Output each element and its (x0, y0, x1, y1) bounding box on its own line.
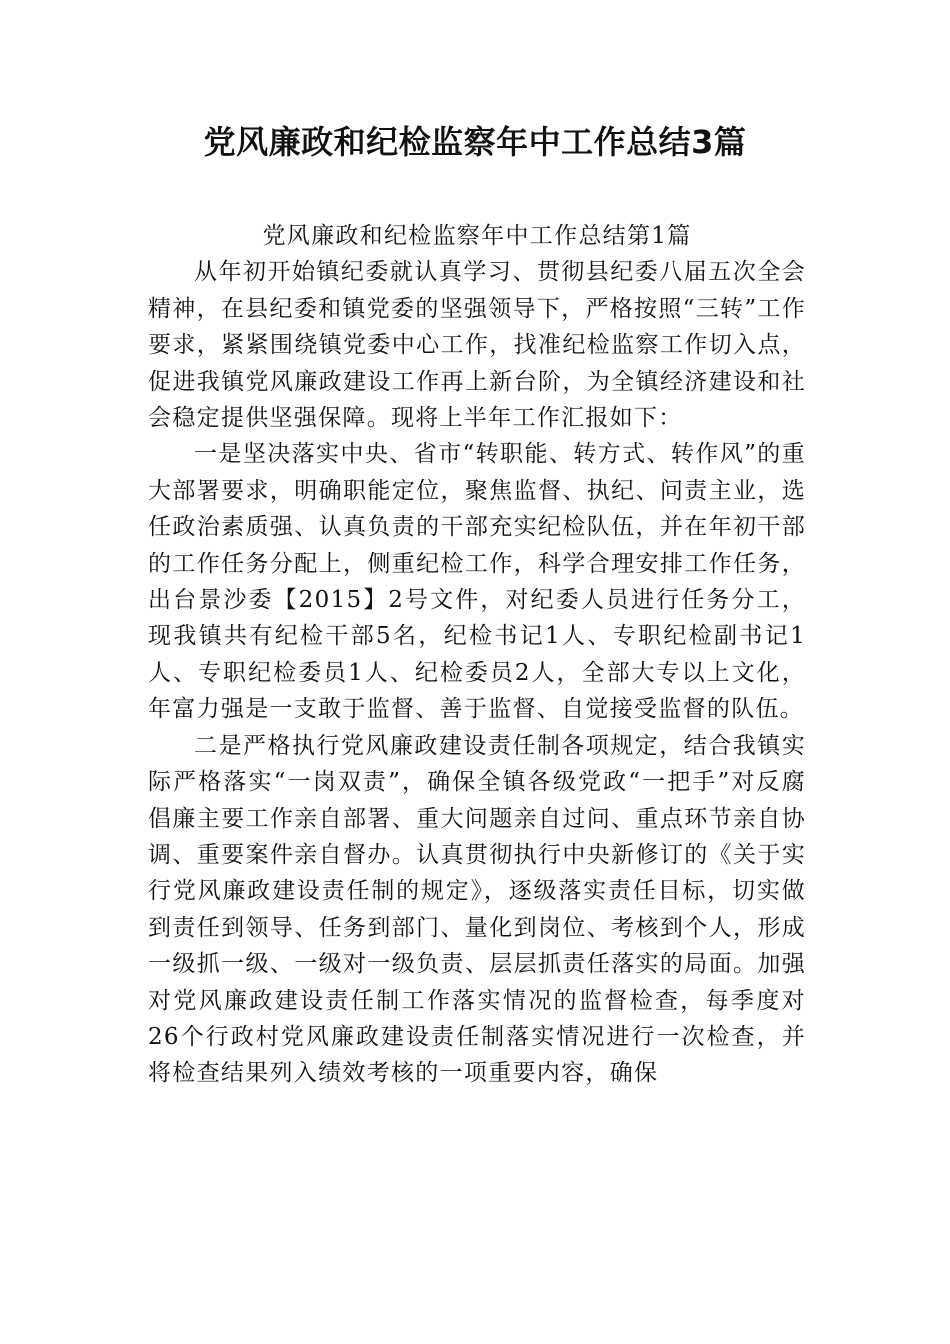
document-title: 党风廉政和纪检监察年中工作总结3篇 (203, 123, 747, 161)
document-body (148, 218, 806, 1092)
paragraph-intro: 从年初开始镇纪委就认真学习、贯彻县纪委八届五次全会精神，在县纪委和镇党委的坚强领导下，严格按照“三转”工作要求，紧紧围绕镇党委中心工作，找准纪检监察工作切入点，促进我镇党风廉政建设工作再上新台阶，为全镇经济建设和社会稳定提供坚强保障。现将上半年工作汇报如下： (148, 259, 806, 432)
section-subtitle: 党风廉政和纪检监察年中工作总结第1篇 (262, 223, 692, 249)
paragraph-second-point: 二是严格执行党风廉政建设责任制各项规定，结合我镇实际严格落实“一岗双责”，确保全镇各级党政“一把手”对反腐倡廉主要工作亲自部署、重大问题亲自过问、重点环节亲自协调、重要案件亲自督办。认真贯彻执行中央新修订的《关于实行党风廉政建设责任制的规定》，逐级落实责任目标，切实做到责任到领导、任务到部门、量化到岗位、考核到个人，形成一级抓一级、一级对一级负责、层层抓责任落实的局面。加强对党风廉政建设责任制工作落实情况的监督检查，每季度对26个行政村党风廉政建设责任制落实情况进行一次检查，并将检查结果列入绩效考核的一项重要内容，确保 (148, 732, 806, 1087)
paragraph-first-point: 一是坚决落实中央、省市“转职能、转方式、转作风”的重大部署要求，明确职能定位，聚焦监督、执纪、问责主业，选任政治素质强、认真负责的干部充实纪检队伍，并在年初干部的工作任务分配上，侧重纪检工作，科学合理安排工作任务，出台景沙委【2015】2号文件，对纪委人员进行任务分工，现我镇共有纪检干部5名，纪检书记1人、专职纪检副书记1人、专职纪检委员1人、纪检委员2人，全部大专以上文化，年富力强是一支敢于监督、善于监督、自觉接受监督的队伍。 (148, 441, 806, 723)
